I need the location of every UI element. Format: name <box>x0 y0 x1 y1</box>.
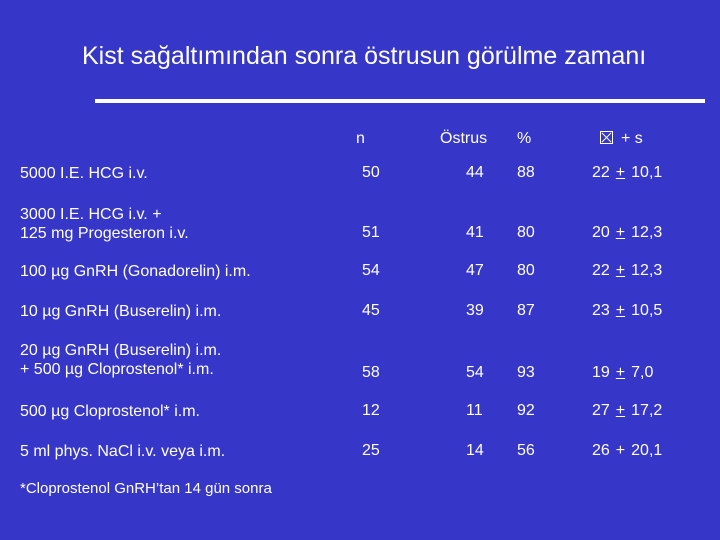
ostrus-cell: 47 <box>466 262 484 279</box>
title-divider <box>95 99 705 103</box>
row-label: 3000 I.E. HCG i.v. + 125 mg Progesteron i.v. <box>20 206 189 242</box>
n-cell: 51 <box>362 224 380 241</box>
percent-cell: 80 <box>517 224 535 241</box>
percent-cell: 56 <box>517 442 535 459</box>
mean-sd-cell <box>592 402 662 420</box>
plus-minus-sign: + <box>615 402 626 419</box>
plus-minus-sign: + <box>615 224 626 241</box>
percent-cell: 87 <box>517 302 535 319</box>
sd-value: 12,3 <box>631 224 663 241</box>
mean-value: 19 <box>592 364 610 381</box>
n-cell: 58 <box>362 364 380 381</box>
sd-value: 7,0 <box>631 364 654 381</box>
sd-value: 12,3 <box>631 262 663 279</box>
plus-minus-sign: + <box>615 442 626 459</box>
mean-value: 27 <box>592 402 610 419</box>
header-ostrus: Östrus <box>440 130 488 147</box>
mean-sd-cell <box>592 364 653 382</box>
row-label: 20 µg GnRH (Buserelin) i.m. + 500 µg Cloprostenol* i.m. <box>20 342 222 378</box>
sd-value: 17,2 <box>631 402 663 419</box>
ostrus-cell: 54 <box>466 364 484 381</box>
sd-value: 10,1 <box>631 164 663 181</box>
n-cell: 54 <box>362 262 380 279</box>
mean-sd-cell <box>592 224 662 242</box>
row-label: 5 ml phys. NaCl i.v. veya i.m. <box>20 443 226 460</box>
plus-minus-sign: + <box>615 164 626 181</box>
row-label: 100 µg GnRH (Gonadorelin) i.m. <box>20 263 251 280</box>
ostrus-cell: 14 <box>466 442 484 459</box>
slide-title: Kist sağaltımından sonra östrusun görülme zamanı <box>82 42 647 70</box>
mean-value: 26 <box>592 442 610 459</box>
percent-cell: 92 <box>517 402 535 419</box>
mean-value: 22 <box>592 262 610 279</box>
mean-sd-cell <box>592 442 662 460</box>
plus-minus-sign: + <box>615 302 626 319</box>
row-label: 5000 I.E. HCG i.v. <box>20 165 148 182</box>
n-cell: 12 <box>362 402 380 419</box>
mean-sd-cell <box>592 262 662 280</box>
mean-value: 20 <box>592 224 610 241</box>
n-cell: 45 <box>362 302 380 319</box>
percent-cell: 93 <box>517 364 535 381</box>
ostrus-cell: 11 <box>466 402 483 419</box>
row-label: 500 µg Cloprostenol* i.m. <box>20 403 200 420</box>
header-mean-sd-label: + s <box>621 130 643 147</box>
percent-cell: 80 <box>517 262 535 279</box>
mean-sd-cell <box>592 164 662 182</box>
ostrus-cell: 44 <box>466 164 484 181</box>
footnote: *Cloprostenol GnRH’tan 14 gün sonra <box>20 480 272 497</box>
header-percent: % <box>517 130 532 147</box>
x-bar-mean-icon <box>600 131 613 144</box>
sd-value: 20,1 <box>631 442 663 459</box>
plus-minus-sign: + <box>615 262 626 279</box>
mean-value: 22 <box>592 164 610 181</box>
mean-sd-cell <box>592 302 662 320</box>
mean-value: 23 <box>592 302 610 319</box>
percent-cell: 88 <box>517 164 535 181</box>
n-cell: 25 <box>362 442 380 459</box>
row-label: 10 µg GnRH (Buserelin) i.m. <box>20 303 222 320</box>
header-n: n <box>356 130 365 147</box>
header-mean-sd <box>600 130 643 148</box>
ostrus-cell: 39 <box>466 302 484 319</box>
ostrus-cell: 41 <box>466 224 484 241</box>
sd-value: 10,5 <box>631 302 663 319</box>
n-cell: 50 <box>362 164 380 181</box>
plus-minus-sign: + <box>615 364 626 381</box>
